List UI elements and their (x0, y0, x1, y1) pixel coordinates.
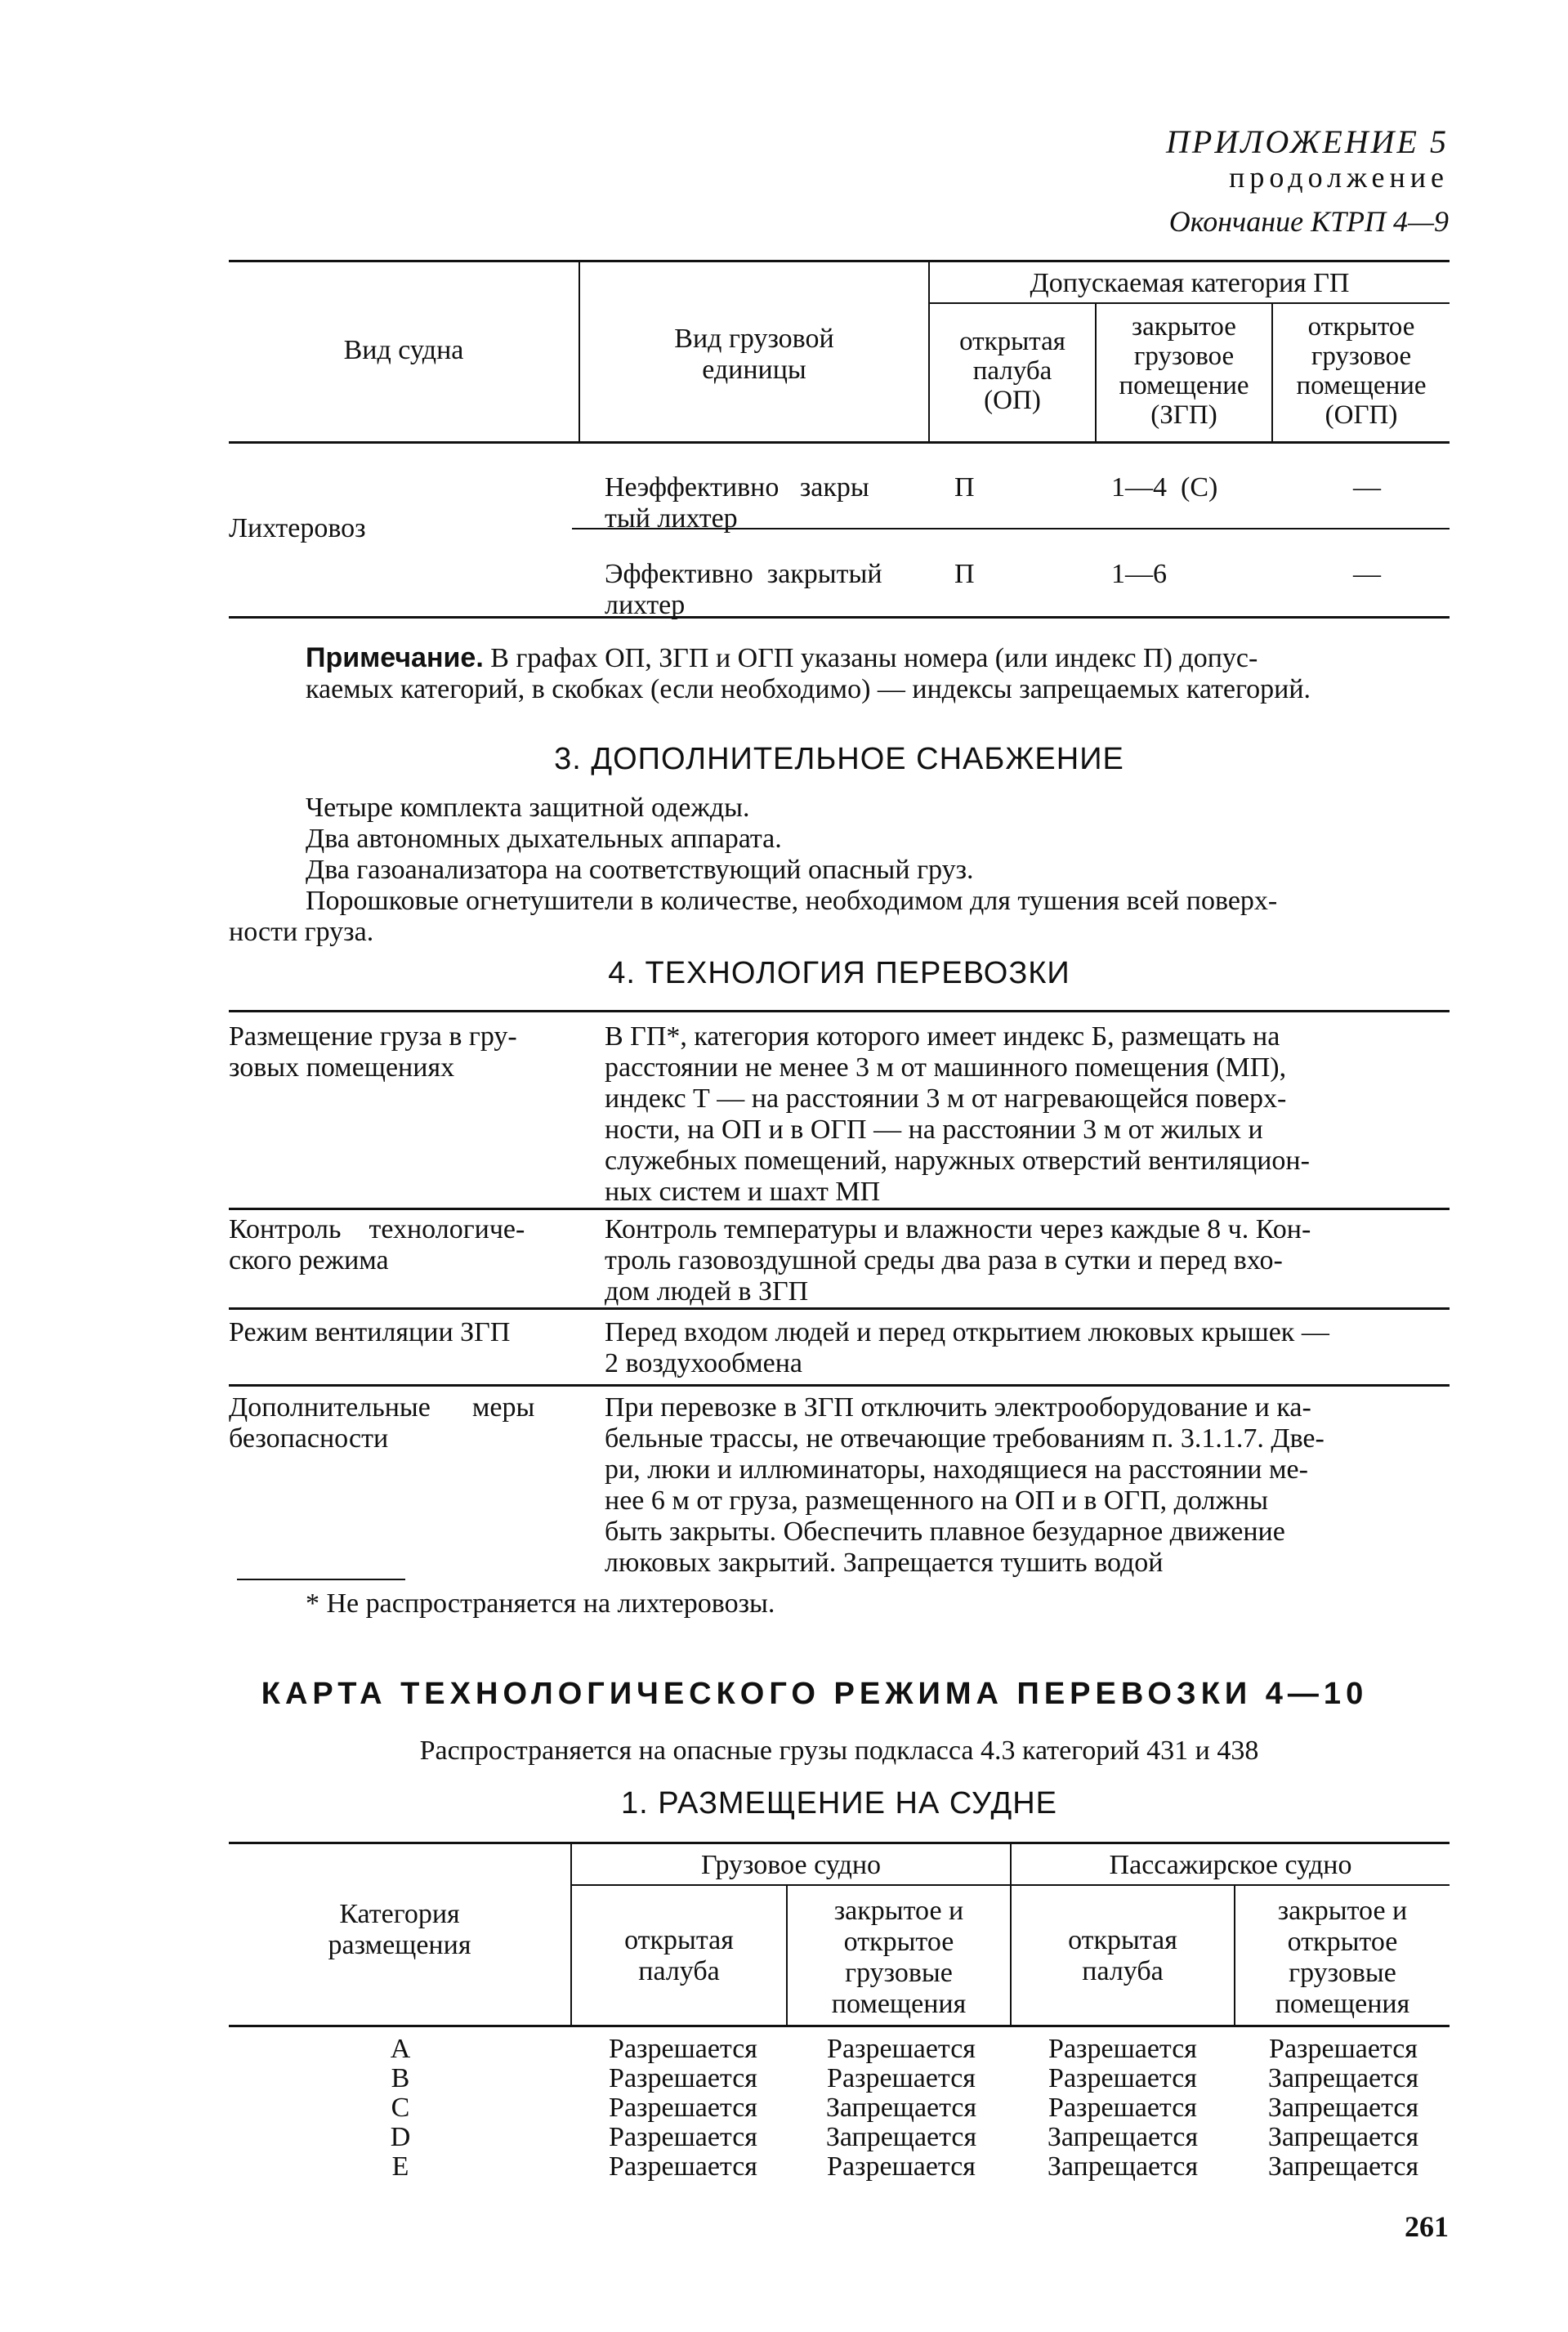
row-content: При перевозке в ЗГП отключить электрооборудование и ка- бельные трассы, не отвечающие требованиям п. 3.1.1.7. Две- ри, люки и иллюминаторы, находящиеся на расстоянии ме- нее 6 м от груза, размещенного на ОП и в ОГП, должны быть закрыты. Обеспечить плавное безударное движение люковых закрытий. Запрещается тушить водой (605, 1392, 1325, 1578)
continuation-label: продолжение (1229, 161, 1449, 194)
col-group-allowed: Допускаемая категория ГП (1030, 268, 1350, 298)
section3-title: 3. ДОПОЛНИТЕЛЬНОЕ СНАБЖЕНИЕ (554, 742, 1124, 776)
cell: Разрешается (1048, 2063, 1197, 2093)
table-row (229, 2093, 1450, 2123)
cell: Разрешается (609, 2063, 757, 2093)
section3-list: Четыре комплекта защитной одежды. Два автономных дыхательных аппарата. Два газоанализатора на соответствующий опасный груз. Порошковые огнетушители в количестве, необходимом для тушения всей поверх- ности груза. (229, 793, 1278, 947)
cell: Запрещается (825, 2122, 977, 2152)
col-open-deck: открытая палуба (ОП) (959, 327, 1065, 415)
row-content: Перед входом людей и перед открытием люковых крышек — 2 воздухообмена (605, 1317, 1329, 1378)
cell: Разрешается (827, 2063, 976, 2093)
col-vessel-type: Вид судна (343, 335, 464, 365)
card-title: КАРТА ТЕХНОЛОГИЧЕСКОГО РЕЖИМА ПЕРЕВОЗКИ 4—10 (261, 1677, 1369, 1711)
cell: Запрещается (1267, 2093, 1419, 2123)
table-row (229, 2035, 1450, 2064)
open-hold-value: — (1353, 559, 1381, 589)
col-passenger-open-deck: открытая палуба (1068, 1925, 1177, 1986)
row-content: Контроль температуры и влажности через каждые 8 ч. Кон- троль газовоздушной среды два раза в сутки и перед вхо- дом людей в ЗГП (605, 1214, 1311, 1307)
table1-header-rule (229, 441, 1450, 444)
footnote-rule (237, 1579, 405, 1580)
category-cell: D (390, 2122, 411, 2152)
col-cargo-open-deck: открытая палуба (624, 1925, 734, 1986)
row-label: Размещение груза в гру- зовых помещениях (229, 1021, 517, 1083)
cell: Разрешается (1048, 2034, 1197, 2064)
table3-top-rule (229, 1842, 1450, 1844)
category-cell: B (391, 2063, 410, 2093)
cell: Разрешается (1269, 2034, 1418, 2064)
table-row (229, 2064, 1450, 2093)
card-section1-title: 1. РАЗМЕЩЕНИЕ НА СУДНЕ (620, 1786, 1058, 1820)
category-cell: A (390, 2034, 411, 2064)
table1-top-rule (229, 260, 1450, 262)
table-note: Примечание. В графах ОП, ЗГП и ОГП указаны номера (или индекс П) допус- каемых категорий, в скобках (если необходимо) — индексы запрещаемых категорий. (306, 642, 1311, 704)
cell: Запрещается (825, 2093, 977, 2123)
section4-title: 4. ТЕХНОЛОГИЯ ПЕРЕВОЗКИ (608, 956, 1070, 990)
row-divider (229, 1307, 1450, 1310)
col-cargo-unit: Вид грузовой единицы (674, 324, 834, 385)
table-ending-label: Окончание КТРП 4—9 (1168, 205, 1449, 238)
cell: Запрещается (1267, 2063, 1419, 2093)
table2-top-rule (229, 1010, 1450, 1012)
placement-rows (229, 2035, 1450, 2182)
cargo-unit: Неэффективно закры тый лихтер (605, 472, 869, 534)
cell: Разрешается (609, 2034, 757, 2064)
col-open-hold: открытое грузовое помещение (ОГП) (1296, 312, 1427, 430)
open-hold-value: — (1353, 472, 1381, 503)
row-label: Дополнительные меры безопасности (229, 1392, 535, 1454)
row-content: В ГП*, категория которого имеет индекс Б, размещать на расстоянии не менее 3 м от машинного помещения (МП), индекс Т — на расстоянии 3 м от нагревающейся поверх- ности, на ОП и в ОГП — на расстоянии 3 м от жилых и служебных помещений, наружных отверстий вентиляцион- ных систем и шахт МП (605, 1021, 1310, 1207)
cell: Запрещается (1047, 2151, 1199, 2182)
cell: Разрешается (609, 2151, 757, 2182)
cell: Запрещается (1267, 2151, 1419, 2182)
appendix-title: ПРИЛОЖЕНИЕ 5 (1166, 123, 1449, 160)
category-cell: E (391, 2151, 409, 2182)
col-passenger-holds: закрытое и открытое грузовые помещения (1275, 1896, 1410, 2019)
cell: Разрешается (609, 2122, 757, 2152)
group-cargo-vessel: Грузовое судно (700, 1850, 882, 1880)
row-label: Контроль технологиче- ского режима (229, 1214, 525, 1275)
cell: Разрешается (827, 2034, 976, 2064)
vessel-lighter-carrier: Лихтеровоз (229, 513, 366, 543)
col-placement-category: Категория размещения (328, 1899, 471, 1960)
cell: Разрешается (827, 2151, 976, 2182)
cell: Запрещается (1267, 2122, 1419, 2152)
footnote: * Не распространяется на лихтеровозы. (306, 1588, 775, 1619)
open-deck-value: П (954, 559, 975, 589)
page-number: 261 (1405, 2210, 1449, 2243)
table-row (229, 2123, 1450, 2152)
row-label: Режим вентиляции ЗГП (229, 1317, 511, 1347)
category-cell: C (391, 2093, 410, 2123)
card-subtitle: Распространяется на опасные грузы подкласса 4.3 категорий 431 и 438 (419, 1736, 1259, 1766)
row-divider (229, 1384, 1450, 1387)
closed-hold-value: 1—4 (С) (1111, 472, 1218, 503)
col-cargo-holds: закрытое и открытое грузовые помещения (831, 1896, 967, 2019)
cell: Разрешается (609, 2093, 757, 2123)
table1-group-rule (930, 302, 1450, 304)
open-deck-value: П (954, 472, 975, 503)
closed-hold-value: 1—6 (1111, 559, 1167, 589)
row-divider (229, 1208, 1450, 1210)
group-passenger-vessel: Пассажирское судно (1109, 1850, 1352, 1880)
cell: Запрещается (1047, 2122, 1199, 2152)
col-closed-hold: закрытое грузовое помещение (ЗГП) (1119, 312, 1249, 430)
cargo-unit: Эффективно закрытый лихтер (605, 559, 882, 620)
cell: Разрешается (1048, 2093, 1197, 2123)
table-row (229, 2152, 1450, 2182)
table3-header-rule (229, 2025, 1450, 2027)
